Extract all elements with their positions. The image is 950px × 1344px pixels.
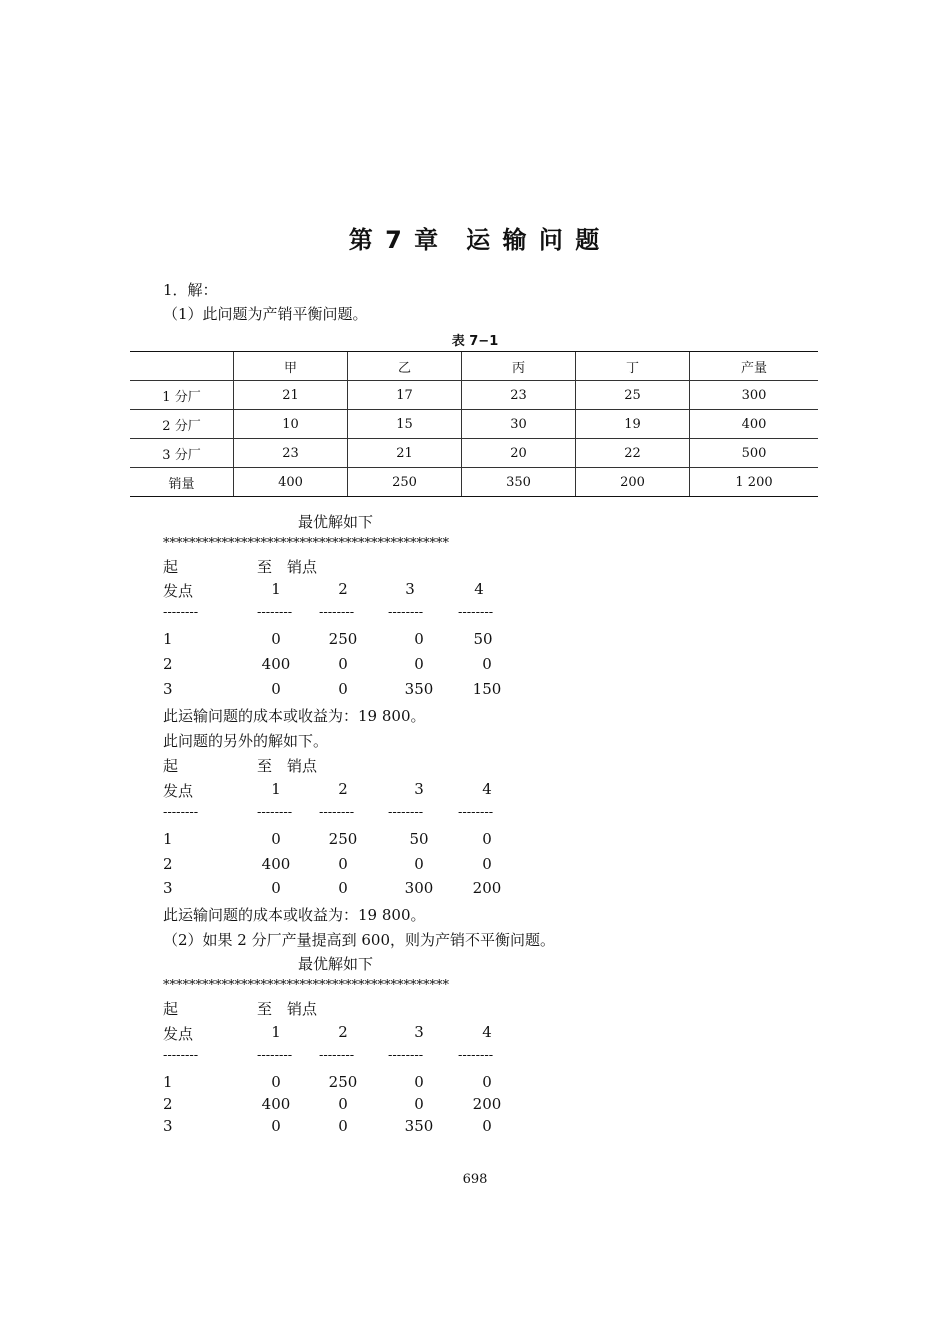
- solution-cell: 0: [338, 1095, 348, 1113]
- table-cell: 2 分厂: [130, 410, 234, 439]
- solution-cell: 300: [404, 879, 434, 897]
- solution-cell: 0: [414, 655, 424, 673]
- table-cell: 25: [576, 381, 690, 410]
- page-number: 698: [462, 1172, 488, 1187]
- solution-cell: 0: [338, 1117, 348, 1135]
- table-cell: 21: [234, 381, 348, 410]
- table-header-row: [130, 352, 818, 381]
- column-header: 1: [271, 780, 281, 798]
- solution-cell: 250: [328, 1073, 358, 1091]
- row-label: 2: [163, 1095, 173, 1113]
- table-row: [130, 410, 818, 439]
- solution-cell: 0: [271, 1073, 281, 1091]
- table-cell: 400: [234, 468, 348, 497]
- solution-cell: 0: [338, 680, 348, 698]
- solution-cell: 0: [482, 655, 492, 673]
- dash-separator: --------: [319, 605, 355, 620]
- solution-cell: 0: [338, 879, 348, 897]
- table-row: [130, 468, 818, 497]
- chapter-title: 第 7 章 运 输 问 题: [348, 226, 602, 254]
- row-label: 3: [163, 879, 173, 897]
- row-label: 1: [163, 830, 173, 848]
- solution-cell: 50: [473, 630, 493, 648]
- table-cell: 17: [348, 381, 462, 410]
- table-cell: 19: [576, 410, 690, 439]
- dash-separator: --------: [163, 1048, 199, 1063]
- solution-cell: 0: [482, 1117, 492, 1135]
- table-cell: 350: [462, 468, 576, 497]
- problem-label: 1．解：: [163, 281, 218, 299]
- table-cell: 200: [576, 468, 690, 497]
- column-header: 4: [482, 780, 492, 798]
- solution-cell: 400: [261, 1095, 291, 1113]
- from-label: 起: [163, 1000, 179, 1018]
- table-cell: 产量: [690, 352, 819, 381]
- from-label: 起: [163, 558, 179, 576]
- solution-cell: 0: [482, 1073, 492, 1091]
- solution-cell: 0: [414, 630, 424, 648]
- solution-cell: 350: [404, 1117, 434, 1135]
- to-label: 至 销点: [257, 558, 318, 576]
- stars-divider: ********************************************: [163, 978, 449, 993]
- stars-divider: ********************************************: [163, 536, 449, 551]
- part1-intro: （1）此问题为产销平衡问题。: [163, 305, 368, 323]
- dash-separator: --------: [257, 1048, 293, 1063]
- table-cell: 15: [348, 410, 462, 439]
- column-header: 2: [338, 580, 348, 598]
- table-cell: 300: [690, 381, 819, 410]
- table-cell: 1 200: [690, 468, 819, 497]
- origin-label: 发点: [163, 782, 194, 800]
- table-cell: 丙: [462, 352, 576, 381]
- table-cell: 3 分厂: [130, 439, 234, 468]
- solution-cell: 0: [482, 855, 492, 873]
- column-header: 4: [482, 1023, 492, 1041]
- solution-cell: 400: [261, 655, 291, 673]
- column-header: 2: [338, 780, 348, 798]
- row-label: 1: [163, 630, 173, 648]
- to-label: 至 销点: [257, 1000, 318, 1018]
- table-cell: 250: [348, 468, 462, 497]
- solution-cell: 200: [472, 1095, 502, 1113]
- table-cell: 乙: [348, 352, 462, 381]
- solution-cell: 350: [404, 680, 434, 698]
- row-label: 2: [163, 655, 173, 673]
- table-cell: 22: [576, 439, 690, 468]
- solution-cell: 0: [271, 1117, 281, 1135]
- solution-cell: 0: [482, 830, 492, 848]
- table-cell: 甲: [234, 352, 348, 381]
- solution-cell: 250: [328, 630, 358, 648]
- column-header: 1: [271, 580, 281, 598]
- cost-table: [130, 351, 818, 497]
- table-cell: 销量: [130, 468, 234, 497]
- solution-cell: 0: [271, 879, 281, 897]
- table-cell: 23: [234, 439, 348, 468]
- dash-separator: --------: [163, 805, 199, 820]
- solution-cell: 0: [271, 630, 281, 648]
- column-header: 1: [271, 1023, 281, 1041]
- solution-cell: 0: [271, 680, 281, 698]
- cost-line: 此运输问题的成本或收益为：19 800。: [163, 707, 426, 725]
- row-label: 3: [163, 1117, 173, 1135]
- dash-separator: --------: [257, 605, 293, 620]
- table-cell: 400: [690, 410, 819, 439]
- dash-separator: --------: [458, 1048, 494, 1063]
- dash-separator: --------: [388, 1048, 424, 1063]
- solution-header: 最优解如下: [298, 955, 374, 973]
- from-label: 起: [163, 757, 179, 775]
- solution-cell: 0: [414, 1095, 424, 1113]
- to-label: 至 销点: [257, 757, 318, 775]
- dash-separator: --------: [257, 805, 293, 820]
- solution-cell: 0: [338, 655, 348, 673]
- dash-separator: --------: [458, 805, 494, 820]
- solution-header: 最优解如下: [298, 513, 374, 531]
- dash-separator: --------: [458, 605, 494, 620]
- dash-separator: --------: [319, 1048, 355, 1063]
- table-cell: 500: [690, 439, 819, 468]
- dash-separator: --------: [163, 605, 199, 620]
- row-label: 2: [163, 855, 173, 873]
- table-cell: [130, 352, 234, 381]
- table-cell: 20: [462, 439, 576, 468]
- table-cell: 丁: [576, 352, 690, 381]
- row-label: 1: [163, 1073, 173, 1091]
- table-cell: 1 分厂: [130, 381, 234, 410]
- table-cell: 21: [348, 439, 462, 468]
- solution-cell: 150: [472, 680, 502, 698]
- solution-cell: 400: [261, 855, 291, 873]
- solution-cell: 200: [472, 879, 502, 897]
- solution-cell: 250: [328, 830, 358, 848]
- table-caption: 表 7−1: [451, 334, 499, 349]
- table-cell: 30: [462, 410, 576, 439]
- solution-cell: 0: [414, 1073, 424, 1091]
- column-header: 3: [414, 780, 424, 798]
- solution-cell: 0: [414, 855, 424, 873]
- solution-cell: 50: [409, 830, 429, 848]
- table-row: [130, 381, 818, 410]
- origin-label: 发点: [163, 582, 194, 600]
- column-header: 3: [414, 1023, 424, 1041]
- table-row: [130, 439, 818, 468]
- dash-separator: --------: [388, 605, 424, 620]
- origin-label: 发点: [163, 1025, 194, 1043]
- column-header: 2: [338, 1023, 348, 1041]
- dash-separator: --------: [388, 805, 424, 820]
- dash-separator: --------: [319, 805, 355, 820]
- table-cell: 23: [462, 381, 576, 410]
- alt-solution-intro: 此问题的另外的解如下。: [163, 732, 329, 750]
- cost-line: 此运输问题的成本或收益为：19 800。: [163, 906, 426, 924]
- solution-cell: 0: [271, 830, 281, 848]
- row-label: 3: [163, 680, 173, 698]
- column-header: 3: [405, 580, 415, 598]
- table-cell: 10: [234, 410, 348, 439]
- part2-intro: （2）如果 2 分厂产量提高到 600，则为产销不平衡问题。: [163, 931, 556, 949]
- solution-cell: 0: [338, 855, 348, 873]
- column-header: 4: [474, 580, 484, 598]
